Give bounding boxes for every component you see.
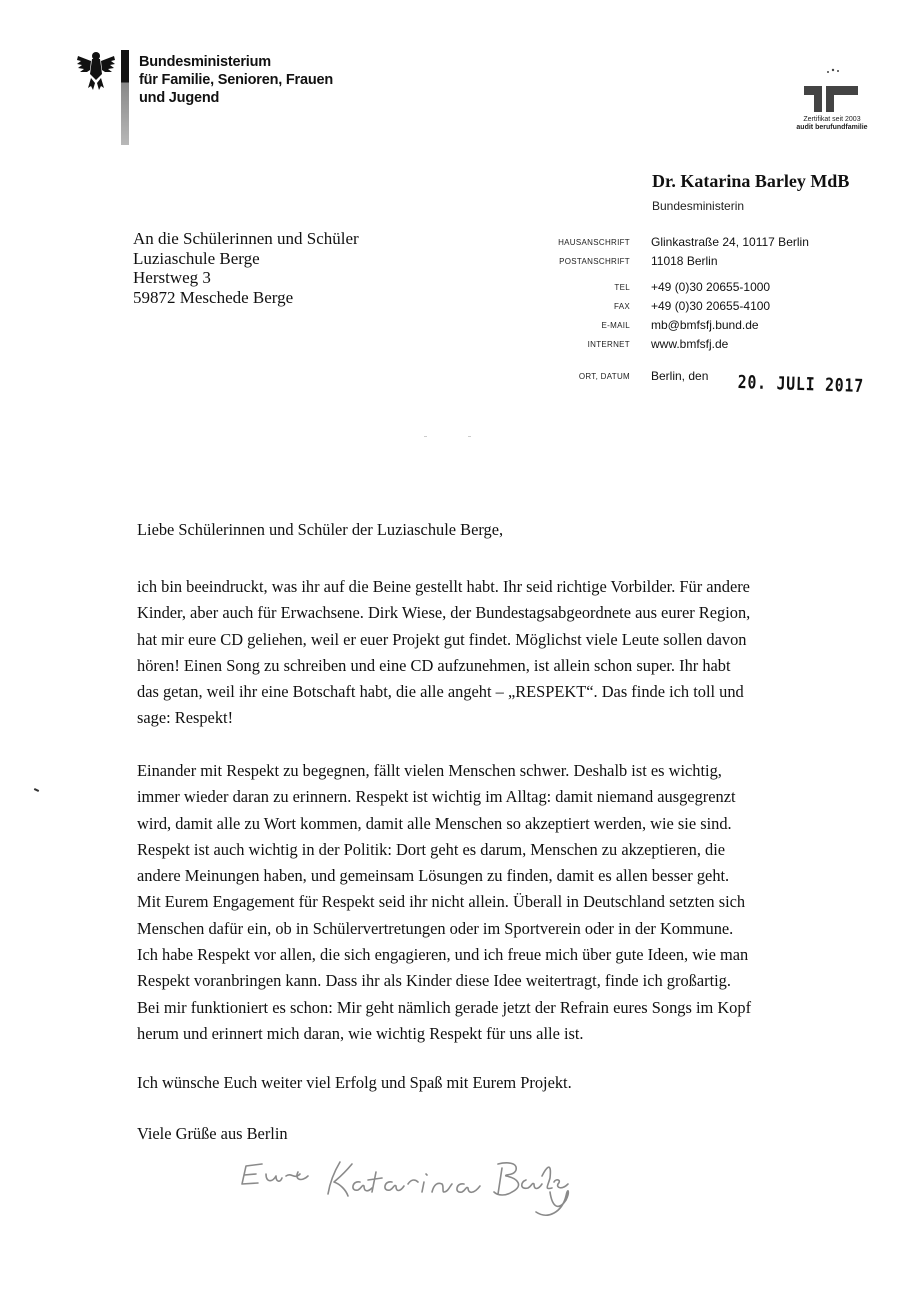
contact-row <box>520 280 860 296</box>
contact-value: mb@bmfsfj.bund.de <box>651 318 759 332</box>
text-line: immer wieder daran zu erinnern. Respekt ist wichtig im Alltag: damit niemand ausgegrenzt <box>137 787 736 807</box>
text-line: hören! Einen Song zu schreiben und eine CD aufzunehmen, ist allein schon super. Ihr habt <box>137 655 731 675</box>
ministry-line: für Familie, Senioren, Frauen <box>139 72 334 88</box>
text-line: hat mir eure CD geliehen, weil er euer Projekt gut findet. Möglichst viele Leute sollen davon <box>137 629 747 649</box>
date-stamp: 20. JULI 2017 <box>737 372 865 398</box>
text-line: Menschen dafür ein, ob in Schülervertretungen oder im Sportverein oder in der Kommune. <box>137 918 734 938</box>
text-line: andere Meinungen haben, und gemeinsam Lösungen zu finden, damit es allen besser geht. <box>137 866 730 886</box>
text-line: Einander mit Respekt zu begegnen, fällt vielen Menschen schwer. Deshalb ist es wichtig, <box>137 761 722 780</box>
address-line: Luziaschule Berge <box>133 248 260 268</box>
contact-label: POSTANSCHRIFT <box>559 257 630 266</box>
contact-value: +49 (0)30 20655-1000 <box>651 280 771 294</box>
address-line: An die Schülerinnen und Schüler <box>133 229 359 248</box>
contact-value: Glinkastraße 24, 10117 Berlin <box>651 235 809 249</box>
salutation: Liebe Schülerinnen und Schüler der Luziaschule Berge, <box>137 520 504 539</box>
contact-row <box>520 337 860 353</box>
paragraph-3: Ich wünsche Euch weiter viel Erfolg und Spaß mit Eurem Projekt. <box>137 1073 572 1092</box>
logo-divider-bar <box>121 50 129 145</box>
contact-label: ORT, DATUM <box>578 372 630 381</box>
contact-label: E-MAIL <box>601 321 630 330</box>
audit-caption: audit berufundfamilie <box>796 124 868 131</box>
contact-value: www.bmfsfj.de <box>651 337 729 351</box>
text-line: das getan, weil ihr eine Botschaft habt, die alle angeht – „RESPEKT“. Das finde ich toll und <box>137 682 744 702</box>
paragraph-1 <box>137 574 847 732</box>
text-line: wird, damit alle zu Wort kommen, damit alle Menschen so akzeptiert werden, wie sie sind. <box>137 813 732 833</box>
text-line: herum und erinnert mich daran, wie wichtig Respekt für uns alle ist. <box>137 1023 584 1043</box>
closing-greeting: Viele Grüße aus Berlin <box>137 1124 288 1143</box>
text-line: Ich habe Respekt vor allen, die sich engagieren, und ich freue mich über gute Ideen, wie man <box>137 945 749 965</box>
text-line: ich bin beeindruckt, was ihr auf die Beine gestellt habt. Ihr seid richtige Vorbilder. Für andere <box>137 577 750 596</box>
sender-role: Bundesministerin <box>652 199 745 213</box>
contact-label: FAX <box>613 302 630 311</box>
contact-row <box>520 235 860 251</box>
contact-value: Berlin, den <box>651 369 709 383</box>
audit-caption: Zertifikat seit 2003 <box>803 116 861 123</box>
contact-row <box>520 318 860 334</box>
contact-value: 11018 Berlin <box>651 254 718 268</box>
address-line: 59872 Meschede Berge <box>133 287 294 307</box>
scan-speck <box>424 436 427 437</box>
text-line: Respekt ist auch wichtig in der Politik: Dort geht es darum, Menschen zu akzeptieren, die <box>137 839 726 859</box>
contact-label: HAUSANSCHRIFT <box>558 238 630 247</box>
scan-speck <box>468 436 471 437</box>
text-line: Bei mir funktioniert es schon: Mir geht nämlich gerade jetzt der Refrain eures Songs im Kopf <box>137 997 752 1017</box>
sender-name: Dr. Katarina Barley MdB <box>652 171 850 191</box>
audit-certificate <box>792 66 872 132</box>
ministry-line: Bundesministerium <box>139 54 271 70</box>
audit-logo-icon <box>800 66 862 112</box>
text-line: Kinder, aber auch für Erwachsene. Dirk Wiese, der Bundestagsabgeordnete aus eurer Region, <box>137 603 751 623</box>
scan-speck <box>34 788 39 792</box>
paragraph-2 <box>137 758 847 1047</box>
ministry-name <box>139 53 379 107</box>
contact-row <box>520 254 860 270</box>
address-line: Herstweg 3 <box>133 268 211 287</box>
contact-label: INTERNET <box>587 340 630 349</box>
federal-eagle-icon <box>76 50 116 92</box>
text-line: Mit Eurem Engagement für Respekt seid ihr nicht allein. Überall in Deutschland setzten sich <box>137 892 746 912</box>
contact-value: +49 (0)30 20655-4100 <box>651 299 771 313</box>
text-line: sage: Respekt! <box>137 708 234 728</box>
contact-row <box>520 299 860 315</box>
recipient-address <box>133 229 359 307</box>
contact-label: TEL <box>614 283 630 292</box>
text-line: Respekt voranbringen kann. Dass ihr als Kinder diese Idee weitertragt, finde ich großartig. <box>137 971 731 991</box>
handwritten-signature <box>236 1150 576 1230</box>
ministry-line: und Jugend <box>139 90 220 106</box>
